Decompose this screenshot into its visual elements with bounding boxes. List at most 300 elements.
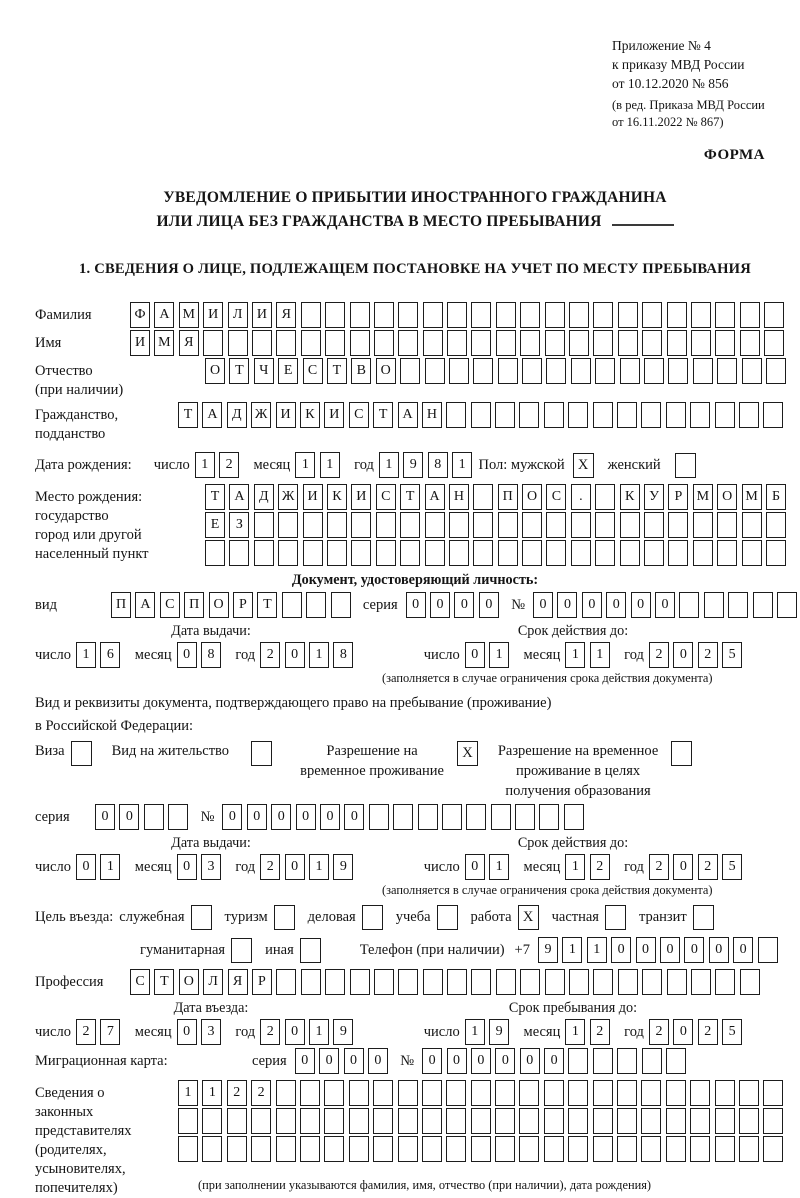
residence-issue-day bbox=[76, 854, 125, 880]
char-cell bbox=[254, 540, 274, 566]
char-cell bbox=[717, 512, 737, 538]
char-cell: . bbox=[571, 484, 591, 510]
char-cell bbox=[520, 330, 540, 356]
char-cell: 2 bbox=[698, 854, 718, 880]
char-cell bbox=[398, 969, 418, 995]
char-cell: М bbox=[154, 330, 174, 356]
char-cell: 0 bbox=[177, 1019, 197, 1045]
char-cell bbox=[491, 804, 511, 830]
residence-expiry-day bbox=[465, 854, 514, 880]
residence-number-cells bbox=[222, 804, 588, 830]
identity-kind-row bbox=[35, 592, 795, 618]
char-cell: М bbox=[742, 484, 762, 510]
char-cell: 1 bbox=[590, 642, 610, 668]
char-cell: 2 bbox=[590, 1019, 610, 1045]
char-cell bbox=[144, 804, 164, 830]
char-cell: Р bbox=[668, 484, 688, 510]
char-cell bbox=[252, 330, 272, 356]
char-cell bbox=[519, 1080, 539, 1106]
char-cell bbox=[300, 1136, 320, 1162]
char-cell bbox=[739, 402, 759, 428]
representatives-cells-row2 bbox=[178, 1108, 788, 1134]
char-cell bbox=[593, 1108, 613, 1134]
char-cell bbox=[254, 512, 274, 538]
char-cell: О bbox=[376, 358, 396, 384]
char-cell bbox=[202, 1136, 222, 1162]
char-cell bbox=[449, 540, 469, 566]
char-cell bbox=[568, 1080, 588, 1106]
char-cell: И bbox=[203, 302, 223, 328]
char-cell: 9 bbox=[489, 1019, 509, 1045]
char-cell bbox=[758, 937, 778, 963]
sex-female-label: женский bbox=[607, 456, 661, 473]
char-cell: Д bbox=[254, 484, 274, 510]
char-cell: У bbox=[644, 484, 664, 510]
char-cell: 2 bbox=[649, 1019, 669, 1045]
residence-note: (заполняется в случае ограничения срока действия документа) bbox=[382, 883, 713, 897]
identity-dates-row bbox=[35, 642, 795, 668]
char-cell bbox=[351, 540, 371, 566]
char-cell bbox=[374, 302, 394, 328]
char-cell bbox=[473, 512, 493, 538]
char-cell: 1 bbox=[489, 642, 509, 668]
profession-label: Профессия bbox=[35, 974, 104, 990]
char-cell bbox=[300, 1080, 320, 1106]
char-cell bbox=[301, 330, 321, 356]
char-cell bbox=[740, 969, 760, 995]
birthplace-cells-row3 bbox=[205, 540, 790, 566]
identity-expiry-label: Срок действия до: bbox=[517, 623, 629, 639]
residence-permit-label: Вид на жительство bbox=[111, 743, 230, 759]
char-cell: 0 bbox=[660, 937, 680, 963]
char-cell: 1 bbox=[565, 642, 585, 668]
checkbox-purpose-official bbox=[191, 905, 212, 930]
char-cell bbox=[466, 804, 486, 830]
char-cell bbox=[446, 402, 466, 428]
char-cell bbox=[398, 1108, 418, 1134]
char-cell bbox=[739, 1080, 759, 1106]
char-cell: 0 bbox=[533, 592, 553, 618]
char-cell bbox=[373, 1080, 393, 1106]
char-cell: Т bbox=[154, 969, 174, 995]
char-cell: Ж bbox=[251, 402, 271, 428]
char-cell bbox=[763, 1080, 783, 1106]
char-cell bbox=[777, 592, 797, 618]
char-cell bbox=[276, 969, 296, 995]
char-cell bbox=[668, 512, 688, 538]
char-cell: 0 bbox=[495, 1048, 515, 1074]
char-cell bbox=[376, 540, 396, 566]
char-cell bbox=[398, 1080, 418, 1106]
char-cell: Л bbox=[228, 302, 248, 328]
char-cell: 2 bbox=[260, 854, 280, 880]
char-cell: 5 bbox=[722, 854, 742, 880]
char-cell: Т bbox=[178, 402, 198, 428]
char-cell bbox=[522, 540, 542, 566]
char-cell bbox=[303, 540, 323, 566]
char-cell bbox=[301, 302, 321, 328]
char-cell bbox=[422, 1136, 442, 1162]
char-cell bbox=[667, 302, 687, 328]
char-cell bbox=[766, 512, 786, 538]
char-cell bbox=[278, 512, 298, 538]
char-cell bbox=[717, 540, 737, 566]
char-cell: 0 bbox=[319, 1048, 339, 1074]
identity-expiry-year bbox=[649, 642, 747, 668]
identity-note: (заполняется в случае ограничения срока действия документа) bbox=[382, 671, 713, 685]
char-cell bbox=[400, 512, 420, 538]
annex-note-line: (в ред. Приказа МВД России bbox=[612, 98, 765, 112]
purpose-tourism-label: туризм bbox=[224, 909, 268, 925]
char-cell: 0 bbox=[285, 642, 305, 668]
char-cell bbox=[644, 540, 664, 566]
char-cell: С bbox=[160, 592, 180, 618]
char-cell: 0 bbox=[471, 1048, 491, 1074]
char-cell bbox=[276, 1136, 296, 1162]
temp-residence-label: Разрешение на временное проживание bbox=[300, 743, 444, 779]
birthdate-row bbox=[35, 452, 795, 478]
purpose-business-label: деловая bbox=[307, 909, 356, 925]
identity-doc-heading: Документ, удостоверяющий личность: bbox=[291, 572, 539, 588]
birthdate-day-group: число 1 2 месяц 1 1 год 1 9 8 1 bbox=[154, 452, 477, 478]
char-cell: 0 bbox=[344, 1048, 364, 1074]
char-cell: 1 bbox=[195, 452, 215, 478]
citizenship-label: Гражданство, подданство bbox=[35, 407, 119, 442]
char-cell bbox=[422, 1108, 442, 1134]
migration-series-label: серия bbox=[252, 1052, 287, 1069]
identity-issue-day bbox=[76, 642, 125, 668]
char-cell: Л bbox=[203, 969, 223, 995]
stay-year bbox=[649, 1019, 747, 1045]
char-cell: 9 bbox=[333, 854, 353, 880]
char-cell: 2 bbox=[227, 1080, 247, 1106]
char-cell: 0 bbox=[520, 1048, 540, 1074]
char-cell bbox=[205, 540, 225, 566]
char-cell: Е bbox=[278, 358, 298, 384]
doc-title-line2: ИЛИ ЛИЦА БЕЗ ГРАЖДАНСТВА В МЕСТО ПРЕБЫВАНИЯ bbox=[35, 210, 795, 234]
char-cell: 1 bbox=[309, 1019, 329, 1045]
char-cell bbox=[641, 1136, 661, 1162]
birth-month-cells bbox=[295, 452, 344, 478]
profession-cells bbox=[130, 969, 764, 995]
char-cell bbox=[498, 512, 518, 538]
checkbox-temp-residence: X bbox=[457, 741, 478, 766]
char-cell bbox=[519, 1136, 539, 1162]
char-cell bbox=[331, 592, 351, 618]
char-cell: 2 bbox=[698, 1019, 718, 1045]
char-cell bbox=[569, 969, 589, 995]
checkbox-purpose-transit bbox=[693, 905, 714, 930]
char-cell bbox=[496, 302, 516, 328]
char-cell bbox=[545, 302, 565, 328]
char-cell bbox=[471, 330, 491, 356]
char-cell bbox=[425, 540, 445, 566]
temp-residence-edu-label: Разрешение на временное проживание в целях получения образования bbox=[497, 743, 659, 799]
char-cell bbox=[349, 1108, 369, 1134]
purpose-transit-label: транзит bbox=[638, 909, 687, 925]
char-cell: 0 bbox=[479, 592, 499, 618]
char-cell bbox=[423, 969, 443, 995]
char-cell bbox=[425, 512, 445, 538]
char-cell: 0 bbox=[271, 804, 291, 830]
residence-issue-group: число 0 1 месяц 0 3 год 2 0 1 9 bbox=[35, 854, 358, 880]
char-cell bbox=[178, 1108, 198, 1134]
char-cell bbox=[595, 540, 615, 566]
char-cell bbox=[715, 969, 735, 995]
char-cell bbox=[693, 540, 713, 566]
char-cell: 6 bbox=[100, 642, 120, 668]
char-cell: Ж bbox=[278, 484, 298, 510]
char-cell: 8 bbox=[333, 642, 353, 668]
char-cell: 1 bbox=[565, 1019, 585, 1045]
residence-series-cells bbox=[95, 804, 193, 830]
char-cell bbox=[229, 540, 249, 566]
char-cell bbox=[693, 358, 713, 384]
char-cell bbox=[306, 592, 326, 618]
patronymic-cells bbox=[205, 358, 790, 384]
char-cell bbox=[617, 402, 637, 428]
checkbox-purpose-work: X bbox=[518, 905, 539, 930]
char-cell bbox=[168, 804, 188, 830]
char-cell: 0 bbox=[454, 592, 474, 618]
sex-label: Пол: мужской bbox=[478, 456, 565, 473]
char-cell bbox=[471, 969, 491, 995]
char-cell bbox=[564, 804, 584, 830]
entry-date-label: Дата въезда: bbox=[173, 1000, 249, 1016]
char-cell: 2 bbox=[251, 1080, 271, 1106]
char-cell bbox=[595, 512, 615, 538]
annex-block bbox=[612, 36, 795, 131]
char-cell bbox=[569, 330, 589, 356]
char-cell bbox=[691, 969, 711, 995]
char-cell: О bbox=[205, 358, 225, 384]
residence-number-label: № bbox=[200, 808, 215, 825]
char-cell bbox=[376, 512, 396, 538]
char-cell bbox=[449, 358, 469, 384]
char-cell bbox=[498, 540, 518, 566]
birthplace-label: Место рождения: государство город или другой населенный пункт bbox=[35, 489, 149, 562]
char-cell: 2 bbox=[590, 854, 610, 880]
entry-month bbox=[177, 1019, 226, 1045]
char-cell: А bbox=[154, 302, 174, 328]
residence-expiry-month bbox=[565, 854, 614, 880]
char-cell: Е bbox=[205, 512, 225, 538]
char-cell bbox=[227, 1108, 247, 1134]
char-cell: К bbox=[327, 484, 347, 510]
char-cell bbox=[324, 1080, 344, 1106]
char-cell bbox=[618, 302, 638, 328]
char-cell bbox=[644, 512, 664, 538]
char-cell bbox=[715, 1108, 735, 1134]
char-cell bbox=[571, 512, 591, 538]
char-cell bbox=[593, 330, 613, 356]
char-cell bbox=[593, 1048, 613, 1074]
char-cell bbox=[300, 1108, 320, 1134]
char-cell bbox=[668, 540, 688, 566]
residence-series-label: серия bbox=[35, 808, 70, 825]
char-cell: 0 bbox=[673, 642, 693, 668]
migration-number-label: № bbox=[400, 1052, 415, 1069]
char-cell bbox=[546, 512, 566, 538]
char-cell bbox=[620, 540, 640, 566]
char-cell bbox=[325, 330, 345, 356]
firstname-cells bbox=[130, 330, 789, 356]
char-cell bbox=[666, 402, 686, 428]
migration-card-label: Миграционная карта: bbox=[35, 1052, 168, 1069]
char-cell: М bbox=[179, 302, 199, 328]
char-cell: 0 bbox=[177, 854, 197, 880]
identity-date-headers bbox=[35, 623, 795, 640]
char-cell bbox=[325, 302, 345, 328]
char-cell bbox=[571, 540, 591, 566]
firstname-row bbox=[35, 330, 795, 356]
char-cell: К bbox=[300, 402, 320, 428]
char-cell: А bbox=[398, 402, 418, 428]
identity-series-label: серия bbox=[362, 596, 398, 613]
char-cell: 1 bbox=[202, 1080, 222, 1106]
entry-year bbox=[260, 1019, 358, 1045]
char-cell: 1 bbox=[562, 937, 582, 963]
purpose-row bbox=[35, 905, 795, 930]
char-cell: 1 bbox=[178, 1080, 198, 1106]
char-cell bbox=[423, 330, 443, 356]
char-cell: А bbox=[229, 484, 249, 510]
char-cell bbox=[667, 330, 687, 356]
char-cell: Я bbox=[228, 969, 248, 995]
residence-series-row bbox=[35, 804, 795, 830]
citizenship-row bbox=[35, 402, 795, 444]
char-cell bbox=[522, 512, 542, 538]
char-cell: 0 bbox=[709, 937, 729, 963]
char-cell: 0 bbox=[544, 1048, 564, 1074]
char-cell bbox=[374, 969, 394, 995]
char-cell bbox=[715, 1080, 735, 1106]
char-cell bbox=[351, 512, 371, 538]
char-cell: 1 bbox=[489, 854, 509, 880]
char-cell: 1 bbox=[565, 854, 585, 880]
identity-expiry-day bbox=[465, 642, 514, 668]
birthplace-cells-block bbox=[205, 484, 790, 568]
profession-row bbox=[35, 969, 795, 995]
char-cell: 2 bbox=[260, 1019, 280, 1045]
char-cell: З bbox=[229, 512, 249, 538]
purpose-row-2 bbox=[140, 937, 795, 963]
char-cell bbox=[593, 1136, 613, 1162]
char-cell: 9 bbox=[403, 452, 423, 478]
char-cell: Р bbox=[233, 592, 253, 618]
residence-options-row bbox=[35, 741, 795, 801]
char-cell bbox=[742, 358, 762, 384]
char-cell: 1 bbox=[295, 452, 315, 478]
char-cell bbox=[546, 540, 566, 566]
birth-year-cells bbox=[379, 452, 477, 478]
char-cell bbox=[644, 358, 664, 384]
char-cell: С bbox=[546, 484, 566, 510]
char-cell bbox=[546, 358, 566, 384]
char-cell bbox=[400, 358, 420, 384]
char-cell bbox=[666, 1108, 686, 1134]
char-cell: 2 bbox=[698, 642, 718, 668]
char-cell bbox=[763, 1136, 783, 1162]
char-cell: 0 bbox=[733, 937, 753, 963]
char-cell bbox=[496, 330, 516, 356]
char-cell: 1 bbox=[76, 642, 96, 668]
char-cell bbox=[641, 1108, 661, 1134]
char-cell: 8 bbox=[428, 452, 448, 478]
char-cell bbox=[593, 302, 613, 328]
char-cell: С bbox=[303, 358, 323, 384]
char-cell bbox=[739, 1108, 759, 1134]
char-cell bbox=[642, 1048, 662, 1074]
representatives-cells-row1 bbox=[178, 1080, 788, 1106]
purpose-humanitarian-label: гуманитарная bbox=[140, 941, 226, 958]
char-cell bbox=[666, 1136, 686, 1162]
char-cell bbox=[519, 402, 539, 428]
char-cell bbox=[690, 1108, 710, 1134]
doc-title bbox=[35, 186, 795, 234]
char-cell: 0 bbox=[673, 1019, 693, 1045]
char-cell: О bbox=[179, 969, 199, 995]
char-cell bbox=[753, 592, 773, 618]
char-cell bbox=[715, 402, 735, 428]
patronymic-label: Отчество (при наличии) bbox=[35, 363, 124, 398]
char-cell bbox=[349, 1136, 369, 1162]
firstname-label: Имя bbox=[35, 335, 62, 351]
char-cell bbox=[282, 592, 302, 618]
char-cell bbox=[374, 330, 394, 356]
purpose-other-label: иная bbox=[265, 941, 294, 958]
migration-number-cells bbox=[422, 1048, 690, 1074]
residence-issue-year bbox=[260, 854, 358, 880]
residence-dates-row bbox=[35, 854, 795, 880]
phone-cells bbox=[538, 937, 782, 963]
char-cell bbox=[276, 330, 296, 356]
char-cell: Т bbox=[229, 358, 249, 384]
char-cell bbox=[303, 512, 323, 538]
char-cell bbox=[278, 540, 298, 566]
char-cell bbox=[728, 592, 748, 618]
char-cell bbox=[473, 358, 493, 384]
char-cell bbox=[471, 1136, 491, 1162]
char-cell bbox=[667, 969, 687, 995]
char-cell bbox=[620, 358, 640, 384]
patronymic-row bbox=[35, 358, 795, 400]
entry-dates-row bbox=[35, 1019, 795, 1045]
char-cell: О bbox=[209, 592, 229, 618]
char-cell bbox=[425, 358, 445, 384]
checkbox-sex-male: X bbox=[573, 453, 594, 478]
checkbox-temp-residence-edu bbox=[671, 741, 692, 766]
identity-expiry-group: число 0 1 месяц 1 1 год 2 0 2 5 bbox=[424, 642, 747, 668]
identity-kind-label: вид bbox=[35, 596, 57, 613]
char-cell bbox=[715, 330, 735, 356]
char-cell: 0 bbox=[465, 642, 485, 668]
birthplace-row bbox=[35, 484, 795, 568]
char-cell bbox=[471, 1108, 491, 1134]
char-cell: 3 bbox=[201, 1019, 221, 1045]
blank-underline bbox=[612, 212, 674, 226]
char-cell bbox=[668, 358, 688, 384]
char-cell: И bbox=[351, 484, 371, 510]
char-cell bbox=[544, 1136, 564, 1162]
surname-label: Фамилия bbox=[35, 307, 92, 323]
surname-row bbox=[35, 302, 795, 328]
char-cell: 2 bbox=[260, 642, 280, 668]
char-cell: 0 bbox=[582, 592, 602, 618]
annex-line: от 10.12.2020 № 856 bbox=[612, 76, 729, 91]
birthplace-cells-row2 bbox=[205, 512, 790, 538]
char-cell bbox=[442, 804, 462, 830]
